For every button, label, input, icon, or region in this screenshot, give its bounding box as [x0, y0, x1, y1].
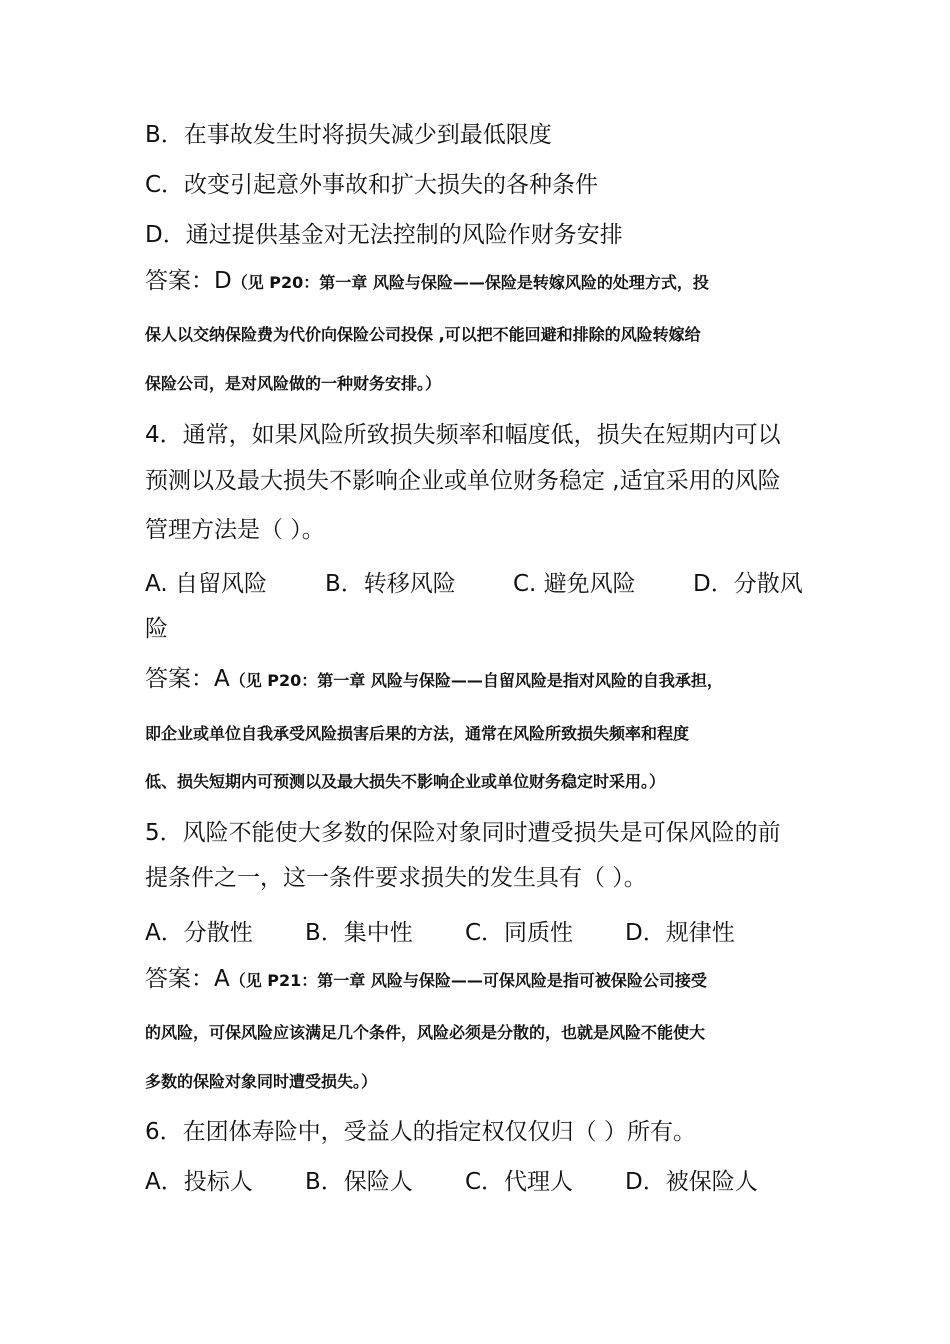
- q5-explanation-line-3: 多数的保险对象同时遭受损失。）: [145, 1072, 378, 1091]
- q5-explanation-line-1: （见 P21：第一章 风险与保险——可保风险是指可被保险公司接受: [229, 971, 707, 990]
- q5-option-a: A．分散性: [145, 920, 253, 946]
- q4-stem-line-2: 预测以及最大损失不影响企业或单位财务稳定 ,适宜采用的风险: [145, 468, 781, 494]
- q4-option-b: B．转移风险: [325, 571, 456, 597]
- q4-stem-line-3: 管理方法是（ ）。: [145, 517, 325, 543]
- q3-explanation-line-1: （见 P20：第一章 风险与保险——保险是转嫁风险的处理方式，投: [231, 273, 709, 292]
- q4-explanation-line-2: 即企业或单位自我承受风险损害后果的方法，通常在风险所致损失频率和程度: [145, 724, 690, 743]
- q4-option-d: D．分散风: [693, 571, 803, 597]
- q3-option-d: D．通过提供基金对无法控制的风险作财务安排: [145, 222, 623, 248]
- q5-stem-line-2: 提条件之一，这一条件要求损失的发生具有（ ）。: [145, 865, 647, 891]
- q4-answer-label: 答案：A: [145, 666, 230, 692]
- q3-option-c: C．改变引起意外事故和扩大损失的各种条件: [145, 172, 599, 198]
- q3-answer-label: 答案：D: [145, 268, 232, 294]
- q3-option-b: B．在事故发生时将损失减少到最低限度: [145, 122, 552, 148]
- q3-answer: [145, 266, 709, 298]
- q4-explanation-line-1: （见 P20：第一章 风险与保险——自留风险是指对风险的自我承担，: [229, 671, 723, 690]
- q5-answer-label: 答案：A: [145, 966, 230, 992]
- q4-stem-line-1: 4．通常，如果风险所致损失频率和幅度低，损失在短期内可以: [145, 422, 781, 448]
- q6-option-c: C．代理人: [465, 1169, 574, 1195]
- q6-option-a: A．投标人: [145, 1169, 253, 1195]
- q5-explanation-line-2: 的风险，可保风险应该满足几个条件，风险必须是分散的，也就是风险不能使大: [145, 1023, 706, 1042]
- q5-answer: [145, 964, 707, 996]
- q4-option-d-wrap: 险: [145, 616, 168, 642]
- q5-option-c: C．同质性: [465, 920, 574, 946]
- q6-option-d: D．被保险人: [625, 1169, 758, 1195]
- q6-stem: 6．在团体寿险中，受益人的指定权仅仅归（ ）所有。: [145, 1119, 696, 1145]
- q4-option-a: A. 自留风险: [145, 571, 267, 597]
- q5-option-d: D．规律性: [625, 920, 735, 946]
- q4-answer: [145, 664, 723, 696]
- q5-option-b: B．集中性: [305, 920, 413, 946]
- q4-option-c: C. 避免风险: [513, 571, 636, 597]
- q3-explanation-line-2: 保人以交纳保险费为代价向保险公司投保 ,可以把不能回避和排除的风险转嫁给: [145, 325, 701, 344]
- q4-explanation-line-3: 低、损失短期内可预测以及最大损失不影响企业或单位财务稳定时采用。）: [145, 772, 666, 791]
- q5-stem-line-1: 5．风险不能使大多数的保险对象同时遭受损失是可保风险的前: [145, 820, 781, 846]
- q3-explanation-line-3: 保险公司，是对风险做的一种财务安排。）: [145, 374, 442, 393]
- q6-option-b: B．保险人: [305, 1169, 413, 1195]
